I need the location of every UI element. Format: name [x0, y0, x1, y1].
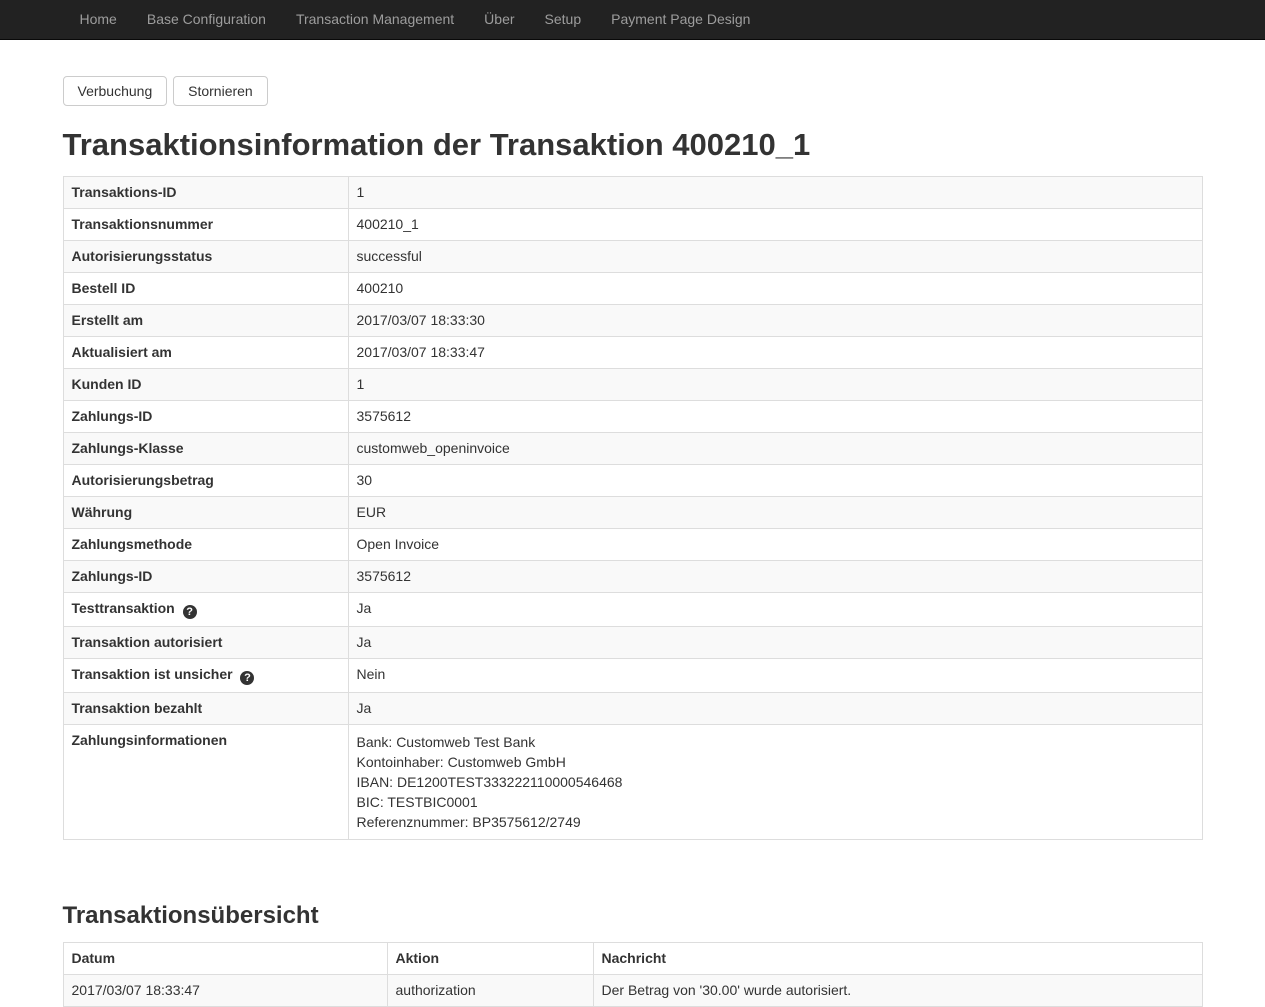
row-value: Ja	[348, 693, 1202, 725]
row-value: Open Invoice	[348, 529, 1202, 561]
table-row	[63, 401, 1202, 433]
table-row	[63, 627, 1202, 659]
row-label: Autorisierungsbetrag	[63, 465, 348, 497]
table-row	[63, 241, 1202, 273]
transaction-overview-table	[63, 942, 1203, 1007]
row-value: 400210	[348, 273, 1202, 305]
row-value: Ja	[348, 627, 1202, 659]
row-value: 2017/03/07 18:33:30	[348, 305, 1202, 337]
navbar-container	[63, 0, 1203, 39]
row-value: customweb_openinvoice	[348, 433, 1202, 465]
payment-info-cell	[348, 725, 1202, 840]
table-row	[63, 693, 1202, 725]
nav-item-transaction-management[interactable]: Transaction Management	[295, 11, 455, 27]
row-label: Zahlungsinformationen	[63, 725, 348, 840]
row-value: 2017/03/07 18:33:47	[348, 337, 1202, 369]
row-label: Zahlungs-Klasse	[63, 433, 348, 465]
payment-info-line: Kontoinhaber: Customweb GmbH	[356, 754, 566, 770]
overview-section-title: Transaktionsübersicht	[62, 902, 319, 929]
transaction-detail-table	[63, 176, 1203, 840]
table-row	[63, 433, 1202, 465]
stornieren-button[interactable]: Stornieren	[173, 76, 268, 106]
table-row	[63, 305, 1202, 337]
table-row	[63, 273, 1202, 305]
row-label: Testtransaktion	[71, 600, 175, 616]
action-button-bar	[63, 76, 1203, 106]
table-row	[63, 529, 1202, 561]
table-row	[63, 497, 1202, 529]
table-row	[63, 209, 1202, 241]
row-value: 1	[348, 177, 1202, 209]
table-row	[63, 659, 1202, 693]
table-row	[63, 593, 1202, 627]
column-header-datum: Datum	[63, 943, 387, 975]
column-header-nachricht: Nachricht	[593, 943, 1202, 975]
overview-cell-aktion: authorization	[387, 975, 593, 1007]
table-row	[63, 337, 1202, 369]
nav-item-setup[interactable]: Setup	[544, 11, 582, 27]
row-label: Autorisierungsstatus	[63, 241, 348, 273]
help-icon[interactable]: ?	[183, 605, 197, 619]
row-value: 30	[348, 465, 1202, 497]
row-label: Transaktion bezahlt	[63, 693, 348, 725]
row-label: Zahlungsmethode	[63, 529, 348, 561]
top-navbar	[0, 0, 1265, 40]
row-value: 1	[348, 369, 1202, 401]
row-value: successful	[348, 241, 1202, 273]
row-label: Transaktions-ID	[63, 177, 348, 209]
nav-item-payment-page-design[interactable]: Payment Page Design	[611, 11, 751, 27]
row-value: 400210_1	[348, 209, 1202, 241]
table-row	[63, 369, 1202, 401]
page-title: Transaktionsinformation der Transaktion 400210_1	[62, 127, 811, 162]
row-label: Bestell ID	[63, 273, 348, 305]
table-row	[63, 177, 1202, 209]
row-label: Transaktion ist unsicher	[71, 666, 233, 682]
table-row	[63, 561, 1202, 593]
row-label: Transaktion autorisiert	[63, 627, 348, 659]
nav-item-ueber[interactable]: Über	[484, 11, 515, 27]
overview-cell-nachricht: Der Betrag von '30.00' wurde autorisiert.	[593, 975, 1202, 1007]
nav-item-base-configuration[interactable]: Base Configuration	[146, 11, 266, 27]
row-label: Zahlungs-ID	[63, 401, 348, 433]
overview-cell-datum: 2017/03/07 18:33:47	[63, 975, 387, 1007]
payment-info-line: Referenznummer: BP3575612/2749	[356, 814, 581, 830]
row-label: Zahlungs-ID	[63, 561, 348, 593]
verbuchung-button[interactable]: Verbuchung	[63, 76, 168, 106]
payment-info-line: IBAN: DE1200TEST333222110000546468	[356, 774, 623, 790]
row-label: Transaktionsnummer	[63, 209, 348, 241]
row-label: Kunden ID	[63, 369, 348, 401]
overview-header-row	[63, 943, 1202, 975]
row-value: Ja	[348, 593, 1202, 627]
row-label: Währung	[63, 497, 348, 529]
row-label: Erstellt am	[63, 305, 348, 337]
table-row	[63, 725, 1202, 840]
row-value: EUR	[348, 497, 1202, 529]
main-content	[63, 76, 1203, 1007]
payment-info-line: BIC: TESTBIC0001	[356, 794, 478, 810]
help-icon[interactable]: ?	[240, 671, 254, 685]
row-value: 3575612	[348, 401, 1202, 433]
nav-item-home[interactable]: Home	[79, 11, 117, 27]
payment-info-line: Bank: Customweb Test Bank	[356, 734, 536, 750]
column-header-aktion: Aktion	[387, 943, 593, 975]
table-row	[63, 465, 1202, 497]
row-value: 3575612	[348, 561, 1202, 593]
overview-row	[63, 975, 1202, 1007]
row-value: Nein	[348, 659, 1202, 693]
row-label: Aktualisiert am	[63, 337, 348, 369]
